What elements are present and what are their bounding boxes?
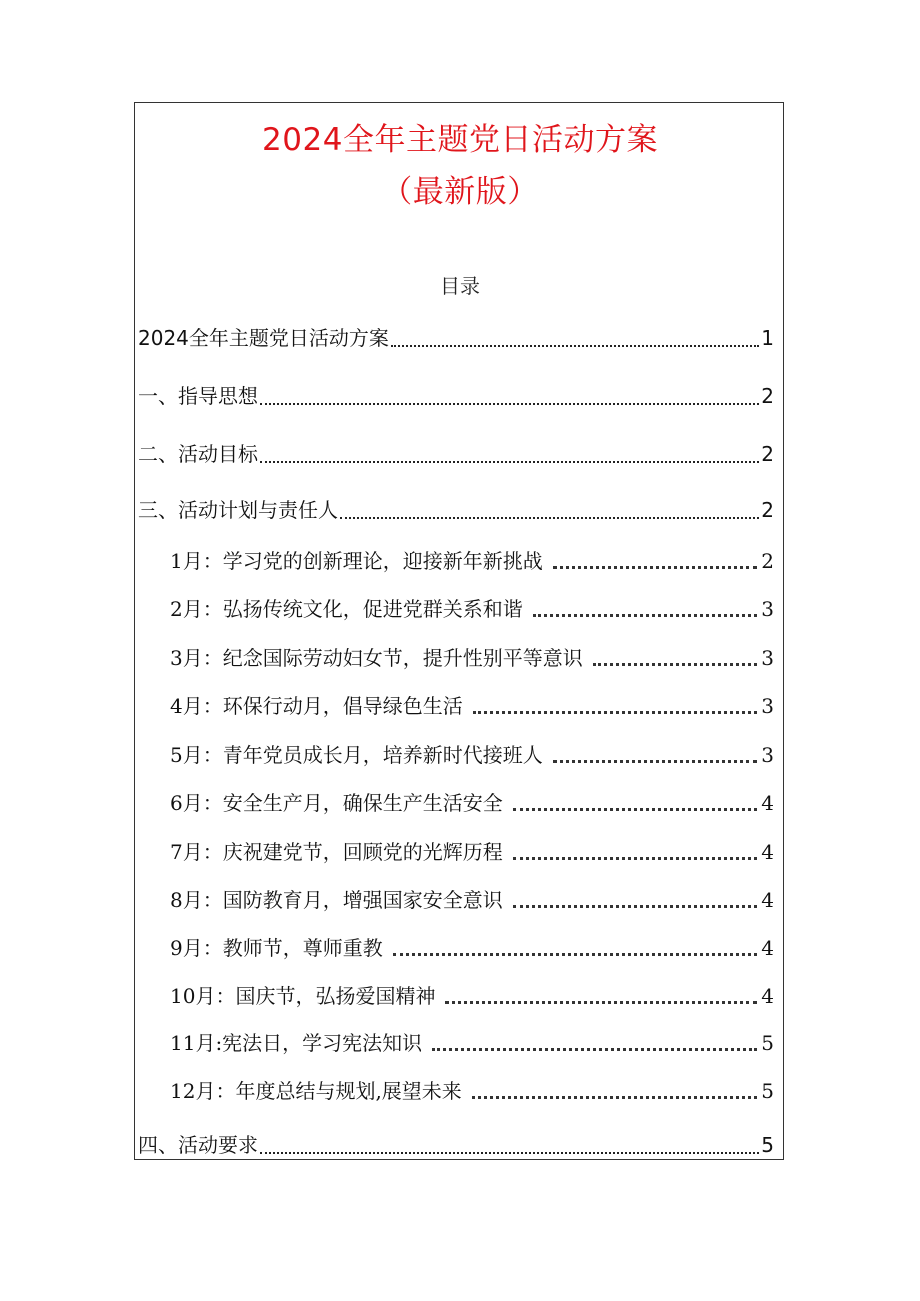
toc-leader-dots xyxy=(513,857,758,860)
toc-leader-dots xyxy=(513,905,758,908)
toc-leader-dots xyxy=(513,808,758,811)
toc-entry-label: 3月：纪念国际劳动妇女节，提升性别平等意识 xyxy=(170,646,583,670)
toc-entry-page: 4 xyxy=(761,840,774,864)
toc-entry-page: 4 xyxy=(761,984,774,1008)
toc-entry-label: 四、活动要求 xyxy=(138,1133,258,1157)
toc-entry-label: 8月：国防教育月，增强国家安全意识 xyxy=(170,888,503,912)
toc-entry[interactable] xyxy=(138,497,774,523)
document-title: 2024全年主题党日活动方案 xyxy=(262,122,658,158)
toc-entry[interactable] xyxy=(170,742,774,768)
toc-entry-label: 4月：环保行动月，倡导绿色生活 xyxy=(170,694,463,718)
toc-entry[interactable] xyxy=(170,983,774,1009)
toc-entry-page: 2 xyxy=(761,498,774,522)
toc-leader-dots xyxy=(553,566,758,569)
toc-entry[interactable] xyxy=(138,1132,774,1158)
toc-entry-page: 2 xyxy=(761,384,774,408)
toc-entry[interactable] xyxy=(170,887,774,913)
toc-entry-page: 3 xyxy=(761,597,774,621)
toc-entry-page: 1 xyxy=(761,326,774,350)
toc-leader-dots xyxy=(260,403,759,405)
toc-entry-page: 4 xyxy=(761,791,774,815)
toc-entry-label: 9月：教师节，尊师重教 xyxy=(170,936,383,960)
toc-entry[interactable] xyxy=(170,693,774,719)
toc-entry[interactable] xyxy=(170,790,774,816)
toc-entry-label: 2024全年主题党日活动方案 xyxy=(138,326,389,350)
toc-entry[interactable] xyxy=(170,596,774,622)
toc-entry[interactable] xyxy=(170,1078,774,1104)
toc-leader-dots xyxy=(553,760,758,763)
toc-entry-label: 5月：青年党员成长月，培养新时代接班人 xyxy=(170,743,543,767)
toc-leader-dots xyxy=(393,953,758,956)
toc-leader-dots xyxy=(445,1001,757,1004)
toc-entry[interactable] xyxy=(138,383,774,409)
toc-entry-page: 5 xyxy=(761,1079,774,1103)
toc-entry-label: 1月：学习党的创新理论，迎接新年新挑战 xyxy=(170,549,543,573)
toc-leader-dots xyxy=(593,663,758,666)
toc-entry-label: 2月：弘扬传统文化，促进党群关系和谐 xyxy=(170,597,523,621)
toc-leader-dots xyxy=(472,1096,757,1099)
toc-leader-dots xyxy=(260,1152,759,1154)
toc-entry-page: 5 xyxy=(761,1133,774,1157)
toc-leader-dots xyxy=(473,711,758,714)
toc-entry-label: 三、活动计划与责任人 xyxy=(138,498,338,522)
toc-entry-page: 4 xyxy=(761,936,774,960)
toc-entry-label: 12月：年度总结与规划,展望未来 xyxy=(170,1079,462,1103)
toc-leader-dots xyxy=(260,461,759,463)
toc-entry[interactable] xyxy=(138,441,774,467)
toc-entry-page: 4 xyxy=(761,888,774,912)
toc-entry[interactable] xyxy=(170,1030,774,1056)
toc-entry-page: 2 xyxy=(761,549,774,573)
toc-entry-label: 6月：安全生产月，确保生产生活安全 xyxy=(170,791,503,815)
toc-entry-page: 2 xyxy=(761,442,774,466)
toc-entry[interactable] xyxy=(138,325,774,351)
toc-entry-page: 3 xyxy=(761,646,774,670)
toc-entry-page: 3 xyxy=(761,694,774,718)
toc-entry[interactable] xyxy=(170,839,774,865)
toc-entry-label: 一、指导思想 xyxy=(138,384,258,408)
toc-entry-label: 7月：庆祝建党节，回顾党的光辉历程 xyxy=(170,840,503,864)
toc-leader-dots xyxy=(391,345,759,347)
document-subtitle: （最新版） xyxy=(381,174,539,210)
toc-entry[interactable] xyxy=(170,645,774,671)
toc-entry-page: 5 xyxy=(761,1031,774,1055)
toc-leader-dots xyxy=(533,614,758,617)
toc-entry-label: 10月：国庆节，弘扬爱国精神 xyxy=(170,984,436,1008)
toc-leader-dots xyxy=(432,1048,757,1051)
toc-entry[interactable] xyxy=(170,935,774,961)
toc-leader-dots xyxy=(340,517,759,519)
toc-entry[interactable] xyxy=(170,548,774,574)
toc-entry-label: 二、活动目标 xyxy=(138,442,258,466)
toc-entry-label: 11月:宪法日，学习宪法知识 xyxy=(170,1031,423,1055)
toc-entry-page: 3 xyxy=(761,743,774,767)
toc-heading: 目录 xyxy=(440,274,480,298)
